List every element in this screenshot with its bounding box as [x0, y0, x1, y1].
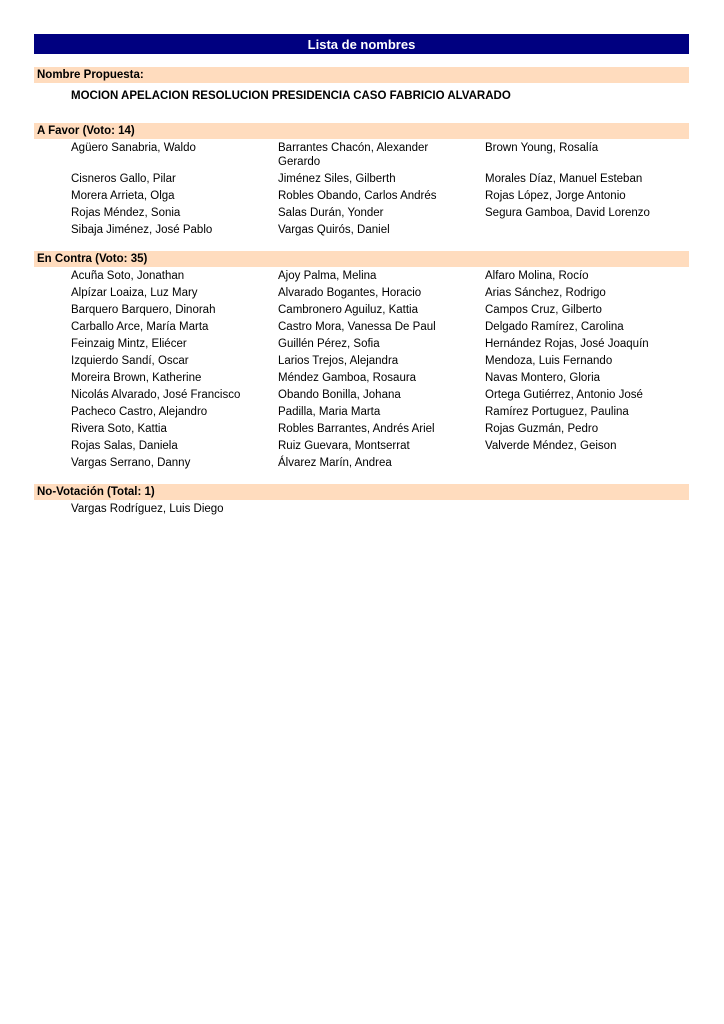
- contra-names-grid: [34, 268, 689, 472]
- name-entry: Izquierdo Sandí, Oscar: [71, 355, 189, 367]
- name-entry: Robles Obando, Carlos Andrés: [278, 190, 437, 202]
- name-entry: Alvarado Bogantes, Horacio: [278, 287, 422, 299]
- name-entry: Agüero Sanabria, Waldo: [71, 142, 196, 154]
- name-entry: Acuña Soto, Jonathan: [71, 270, 185, 282]
- name-entry: Rojas Guzmán, Pedro: [485, 423, 599, 435]
- proposal-text: MOCION APELACION RESOLUCION PRESIDENCIA CASO FABRICIO ALVARADO: [71, 90, 511, 102]
- name-entry: Cisneros Gallo, Pilar: [71, 173, 176, 185]
- name-entry: Navas Montero, Gloria: [485, 372, 601, 384]
- name-entry: Ajoy Palma, Melina: [278, 270, 377, 282]
- name-entry: Segura Gamboa, David Lorenzo: [485, 207, 650, 219]
- name-entry: Ruiz Guevara, Montserrat: [278, 440, 410, 452]
- name-entry: Valverde Méndez, Geison: [485, 440, 617, 452]
- name-entry: Campos Cruz, Gilberto: [485, 304, 602, 316]
- name-entry: Larios Trejos, Alejandra: [278, 355, 399, 367]
- name-entry: Barrantes Chacón, Alexander Gerardo: [278, 142, 429, 168]
- name-entry: Morales Díaz, Manuel Esteban: [485, 173, 643, 185]
- page-title: Lista de nombres: [34, 34, 689, 54]
- name-entry: Moreira Brown, Katherine: [71, 372, 202, 384]
- name-entry: Ortega Gutiérrez, Antonio José: [485, 389, 643, 401]
- name-entry: Vargas Serrano, Danny: [71, 457, 191, 469]
- name-entry: Alpízar Loaiza, Luz Mary: [71, 287, 198, 299]
- name-entry: Obando Bonilla, Johana: [278, 389, 401, 401]
- name-entry: Morera Arrieta, Olga: [71, 190, 175, 202]
- name-entry: Álvarez Marín, Andrea: [278, 457, 392, 469]
- favor-header: A Favor (Voto: 14): [34, 123, 689, 139]
- name-entry: Vargas Rodríguez, Luis Diego: [71, 503, 224, 515]
- name-entry: Castro Mora, Vanessa De Paul: [278, 321, 436, 333]
- document-page: [34, 34, 689, 518]
- name-entry: Sibaja Jiménez, José Pablo: [71, 224, 213, 236]
- name-entry: Hernández Rojas, José Joaquín: [485, 338, 649, 350]
- name-entry: Jiménez Siles, Gilberth: [278, 173, 396, 185]
- name-entry: Mendoza, Luis Fernando: [485, 355, 613, 367]
- name-entry: Rojas López, Jorge Antonio: [485, 190, 626, 202]
- name-entry: Alfaro Molina, Rocío: [485, 270, 589, 282]
- name-entry: Feinzaig Mintz, Eliécer: [71, 338, 187, 350]
- name-entry: Arias Sánchez, Rodrigo: [485, 287, 606, 299]
- favor-names-grid: [34, 140, 689, 239]
- name-entry: Ramírez Portuguez, Paulina: [485, 406, 629, 418]
- name-entry: Brown Young, Rosalía: [485, 142, 599, 154]
- name-entry: Pacheco Castro, Alejandro: [71, 406, 208, 418]
- name-entry: Padilla, Maria Marta: [278, 406, 381, 418]
- name-entry: Carballo Arce, María Marta: [71, 321, 209, 333]
- name-entry: Barquero Barquero, Dinorah: [71, 304, 216, 316]
- name-entry: Rivera Soto, Kattia: [71, 423, 167, 435]
- name-entry: Cambronero Aguiluz, Kattia: [278, 304, 418, 316]
- proposal-header: Nombre Propuesta:: [34, 67, 689, 83]
- name-entry: Rojas Salas, Daniela: [71, 440, 178, 452]
- name-entry: Rojas Méndez, Sonia: [71, 207, 181, 219]
- name-entry: Salas Durán, Yonder: [278, 207, 384, 219]
- novotacion-names-grid: [34, 501, 689, 518]
- name-entry: Delgado Ramírez, Carolina: [485, 321, 624, 333]
- name-entry: Guillén Pérez, Sofia: [278, 338, 380, 350]
- name-entry: Nicolás Alvarado, José Francisco: [71, 389, 241, 401]
- contra-header: En Contra (Voto: 35): [34, 251, 689, 267]
- novotacion-header: No-Votación (Total: 1): [34, 484, 689, 500]
- name-entry: Robles Barrantes, Andrés Ariel: [278, 423, 435, 435]
- name-entry: Méndez Gamboa, Rosaura: [278, 372, 417, 384]
- name-entry: Vargas Quirós, Daniel: [278, 224, 390, 236]
